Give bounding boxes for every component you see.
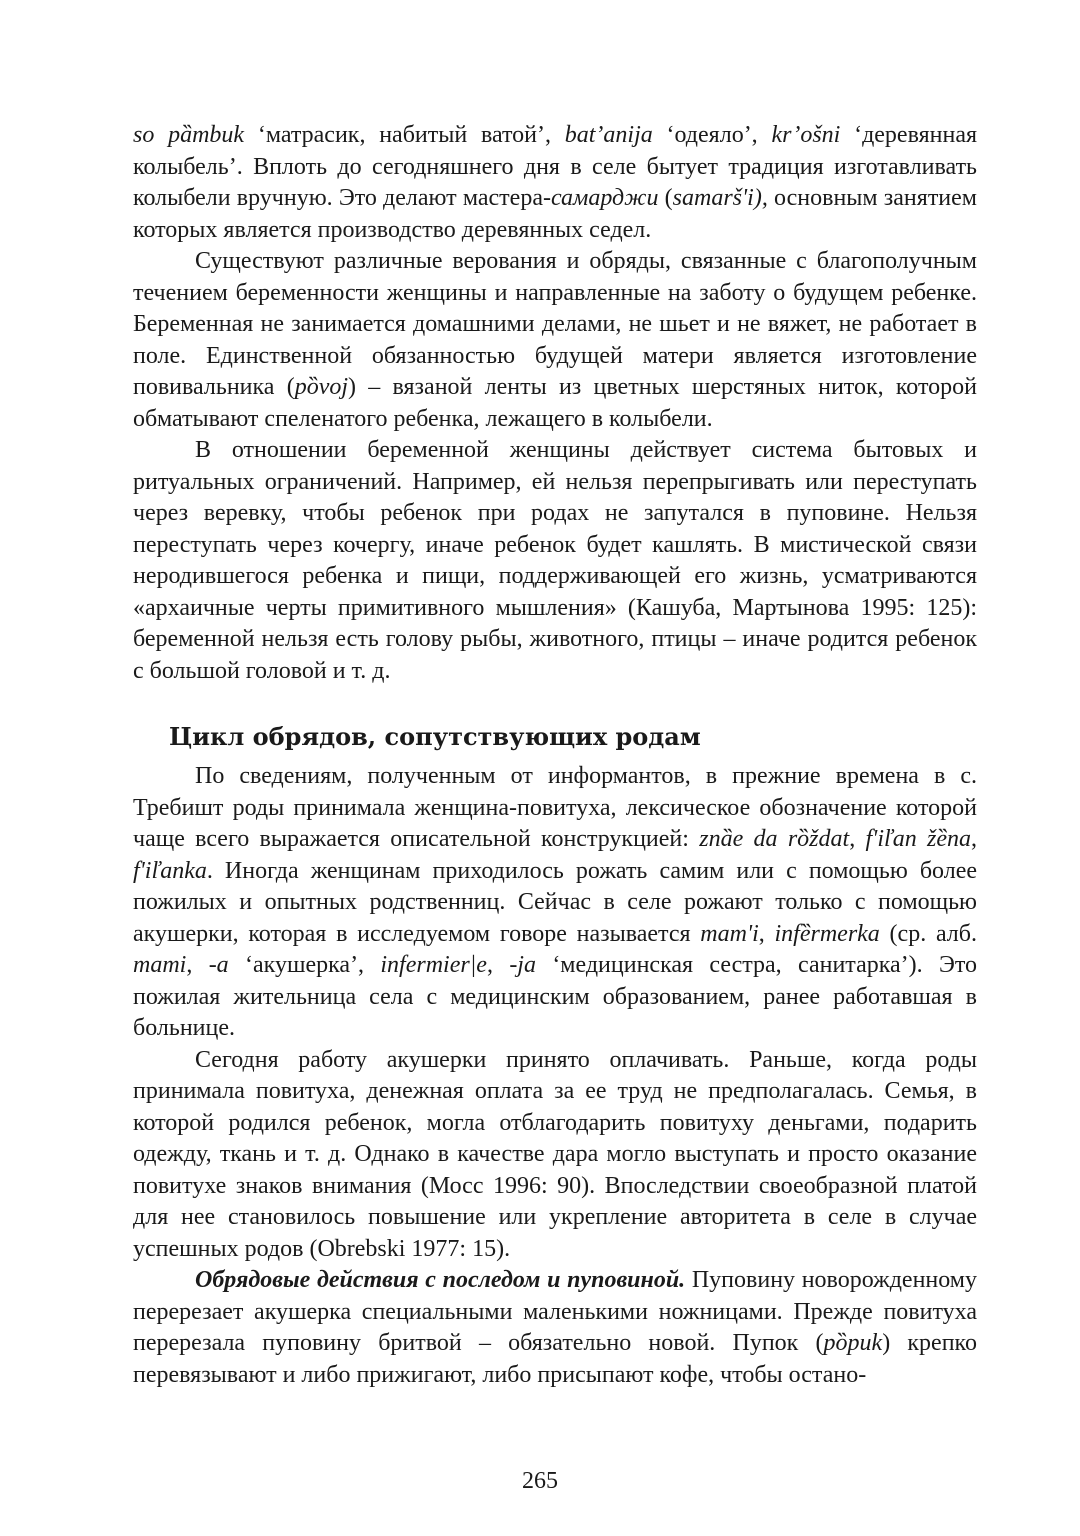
italic-term: -ja [509,952,536,978]
body-text-bottom [133,761,977,1391]
page-content [133,120,977,1391]
italic-term: infermier|e [380,952,487,978]
italic-term: pȍpuk [823,1330,883,1356]
italic-term: -a [208,952,229,978]
italic-term: samarš'i), [672,185,768,211]
bold-italic-term: Обрядовые действия с последом и пуповиной. [195,1267,686,1293]
italic-term: mam'i [700,920,759,947]
body-text-top [133,120,977,687]
paragraph: В отношении беременной женщины действует система бытовых и ритуальных ограничений. Например, ей нельзя перепрыгивать или переступать через веревку, чтобы ребенок при родах не запутался в пуповине. Нельзя переступать через кочергу, иначе ребенок будет кашлять. В мистической связи неродившегося ребенка и пищи, поддерживающей его жизнь, усматриваются «архаичные черты примитивного мышления» (Кашуба, Мартынова 1995: 125): беременной нельзя есть голову рыбы, животного, птицы – иначе родится ребенок с большой головой и т. д. [133,437,977,684]
page-number: 265 [522,1468,558,1494]
paragraph: so pȁmbuk ‘матрасик, набитый ватой’, bat’anija ‘одеяло’, kr’ošni ‘деревянная колыбель’. Вплоть до сегодняшнего дня в селе бытует традиция изготавливать колыбели вручную. Это делают мастера-самарджи (samarš'i), основным занятием которых является производство деревянных седел. [133,122,978,243]
italic-term: infȅrmerka [774,920,880,947]
paragraph: Обрядовые действия с последом и пуповиной. Пуповину новорожденному перерезает акушерка специальными маленькими ножницами. Прежде повитуха перерезала пуповину бритвой – обязательно новой. Пупок (pȍpuk) крепко перевязывают и либо прижигают, либо присыпают кофе, чтобы остано- [133,1267,977,1388]
italic-term: so pȁmbuk [133,122,245,148]
italic-term: pȍvoj [294,374,349,400]
paragraph: По сведениям, полученным от информантов, в прежние времена в с. Требишт роды принимала женщина-повитуха, лексическое обозначение которой чаще всего выражается описательной конструкцией: znȁe da rȍždat, f'iľan žȅna, f'iľanka. Иногда женщинам приходилось рожать самим или с помощью более пожилых и опытных родственниц. Сейчас в селе рожают только с помощью акушерки, которая в исследуемом говоре называется mam'i, infȅrmerka (ср. алб. mami, -a ‘акушерка’, infermier|e, -ja ‘медицинская сестра, санитарка’). Это пожилая жительница села с медицинским образованием, ранее работавшая в больнице. [133,763,978,1041]
italic-term: mami [133,952,187,978]
italic-term: bat’anija [564,122,653,148]
italic-term: f'iľan žȅna [865,826,972,852]
italic-term: znȁe da rȍždat [699,826,850,852]
paragraph: Существуют различные верования и обряды, связанные с благополучным течением беременности женщины и направленные на заботу о будущем ребенке. Беременная не занимается домашними делами, не шьет и не вяжет, не работает в поле. Единственной обязанностью будущей матери является изготовление повивальника (pȍvoj) – вязаной ленты из цветных шерстяных ниток, которой обматывают спеленатого ребенка, лежащего в колыбели. [133,248,978,432]
italic-term: f'iľanka [133,857,207,884]
italic-term: самарджи [550,185,659,211]
paragraph: Сегодня работу акушерки принято оплачивать. Раньше, когда роды принимала повитуха, денежная оплата за ее труд не предполагалась. Семья, в которой родился ребенок, могла отблагодарить повитуху деньгами, подарить одежду, ткань и т. д. Однако в качестве дара могло выступать и просто оказание повитухе знаков внимания (Мосс 1996: 90). Впоследствии своеобразной платой для нее становилось повышение или укрепление авторитета в селе в случае успешных родов (Obrebski 1977: 15). [133,1046,977,1262]
italic-term: kr’ošni [771,122,841,148]
section-heading: Цикл обрядов, сопутствующих родам [169,722,701,751]
